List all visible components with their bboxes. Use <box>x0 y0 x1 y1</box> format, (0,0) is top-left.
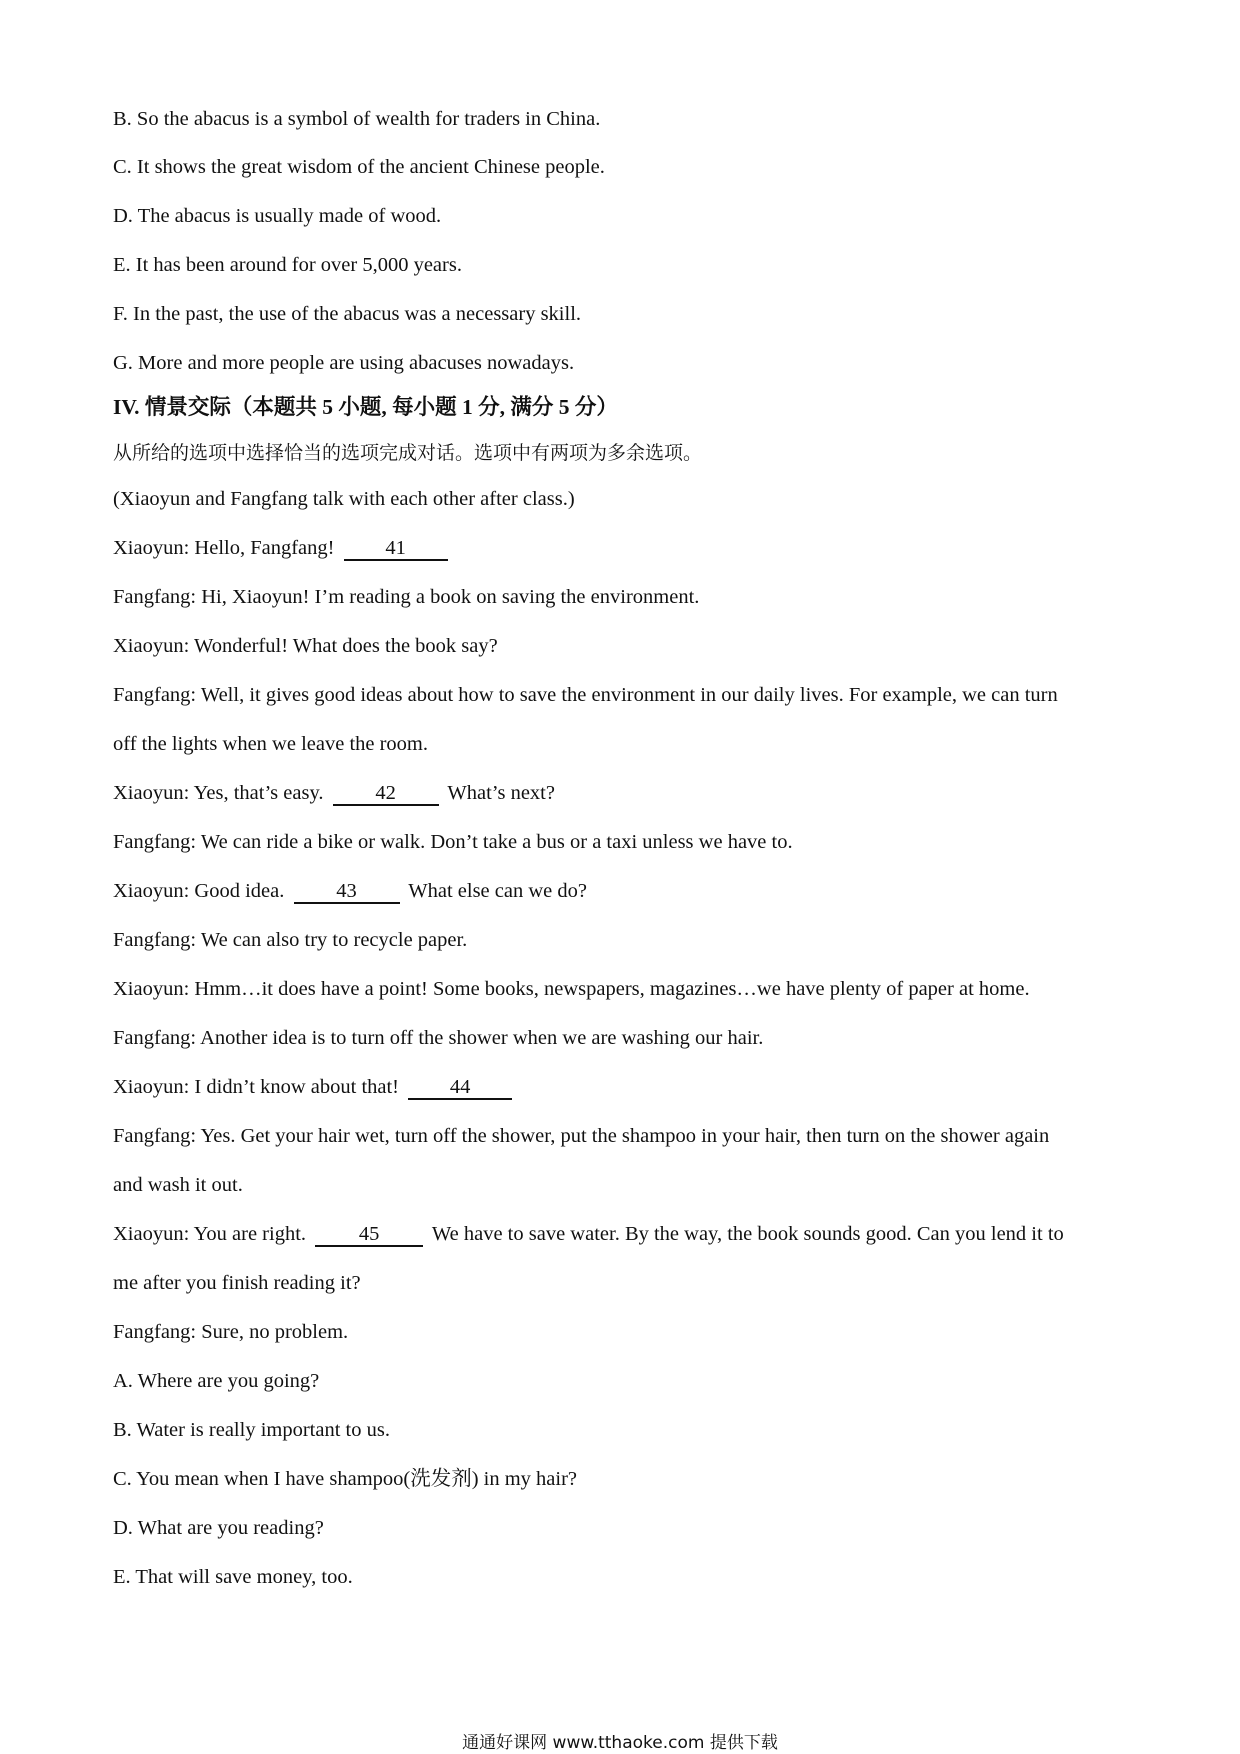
answer-option-b: B. Water is really important to us. <box>113 1419 390 1441</box>
line-text: We have to save water. By the way, the book sounds good. Can you lend it to <box>431 1223 1064 1245</box>
line-text: What else can we do? <box>408 880 587 902</box>
line-text: What’s next? <box>447 782 555 804</box>
dialogue-line-14: Fangfang: Sure, no problem. <box>113 1321 349 1343</box>
dialogue-line-4b: off the lights when we leave the room. <box>113 733 429 755</box>
dialogue-line-8: Fangfang: We can also try to recycle paper. <box>113 929 468 951</box>
dialogue-line-13 <box>113 1221 1064 1247</box>
answer-blank-45[interactable]: 45 <box>315 1223 423 1247</box>
page-footer: 通通好课网 www.tthaoke.com 提供下载 <box>462 1733 778 1753</box>
section-instruction: 从所给的选项中选择恰当的选项完成对话。选项中有两项为多余选项。 <box>113 442 703 464</box>
option-d-line: D. The abacus is usually made of wood. <box>113 205 442 227</box>
line-text: Xiaoyun: You are right. <box>113 1223 307 1245</box>
dialogue-context: (Xiaoyun and Fangfang talk with each other after class.) <box>113 488 575 510</box>
answer-option-e: E. That will save money, too. <box>113 1566 353 1588</box>
option-g-line: G. More and more people are using abacuses nowadays. <box>113 352 575 374</box>
dialogue-line-5 <box>113 780 555 806</box>
option-b-line: B. So the abacus is a symbol of wealth for traders in China. <box>113 108 601 130</box>
option-e-line: E. It has been around for over 5,000 years. <box>113 254 462 276</box>
answer-option-d: D. What are you reading? <box>113 1517 324 1539</box>
dialogue-line-9: Xiaoyun: Hmm…it does have a point! Some books, newspapers, magazines…we have plenty of paper at home. <box>113 978 1030 1000</box>
dialogue-line-7 <box>113 878 587 904</box>
line-text: Xiaoyun: Good idea. <box>113 880 285 902</box>
answer-option-c: C. You mean when I have shampoo(洗发剂) in my hair? <box>113 1468 578 1490</box>
line-text: Xiaoyun: Hello, Fangfang! <box>113 537 335 559</box>
section-heading: IV. 情景交际（本题共 5 小题, 每小题 1 分, 满分 5 分） <box>113 395 618 419</box>
option-f-line: F. In the past, the use of the abacus was a necessary skill. <box>113 303 582 325</box>
answer-option-a: A. Where are you going? <box>113 1370 320 1392</box>
dialogue-line-10: Fangfang: Another idea is to turn off the shower when we are washing our hair. <box>113 1027 764 1049</box>
answer-blank-43[interactable]: 43 <box>294 880 400 904</box>
dialogue-line-12b: and wash it out. <box>113 1174 243 1196</box>
dialogue-line-2: Fangfang: Hi, Xiaoyun! I’m reading a book on saving the environment. <box>113 586 700 608</box>
answer-blank-41[interactable]: 41 <box>344 537 448 561</box>
line-text: Xiaoyun: Yes, that’s easy. <box>113 782 324 804</box>
dialogue-line-11 <box>113 1074 516 1100</box>
answer-blank-42[interactable]: 42 <box>333 782 439 806</box>
dialogue-line-13b: me after you finish reading it? <box>113 1272 361 1294</box>
answer-blank-44[interactable]: 44 <box>408 1076 512 1100</box>
dialogue-line-12a: Fangfang: Yes. Get your hair wet, turn off the shower, put the shampoo in your hair, then turn on the shower again <box>113 1125 1050 1147</box>
dialogue-line-6: Fangfang: We can ride a bike or walk. Don’t take a bus or a taxi unless we have to. <box>113 831 793 853</box>
dialogue-line-3: Xiaoyun: Wonderful! What does the book say? <box>113 635 498 657</box>
dialogue-line-1 <box>113 535 452 561</box>
option-c-line: C. It shows the great wisdom of the ancient Chinese people. <box>113 156 605 178</box>
line-text: Xiaoyun: I didn’t know about that! <box>113 1076 400 1098</box>
dialogue-line-4a: Fangfang: Well, it gives good ideas about how to save the environment in our daily lives. For example, we can turn <box>113 684 1058 706</box>
